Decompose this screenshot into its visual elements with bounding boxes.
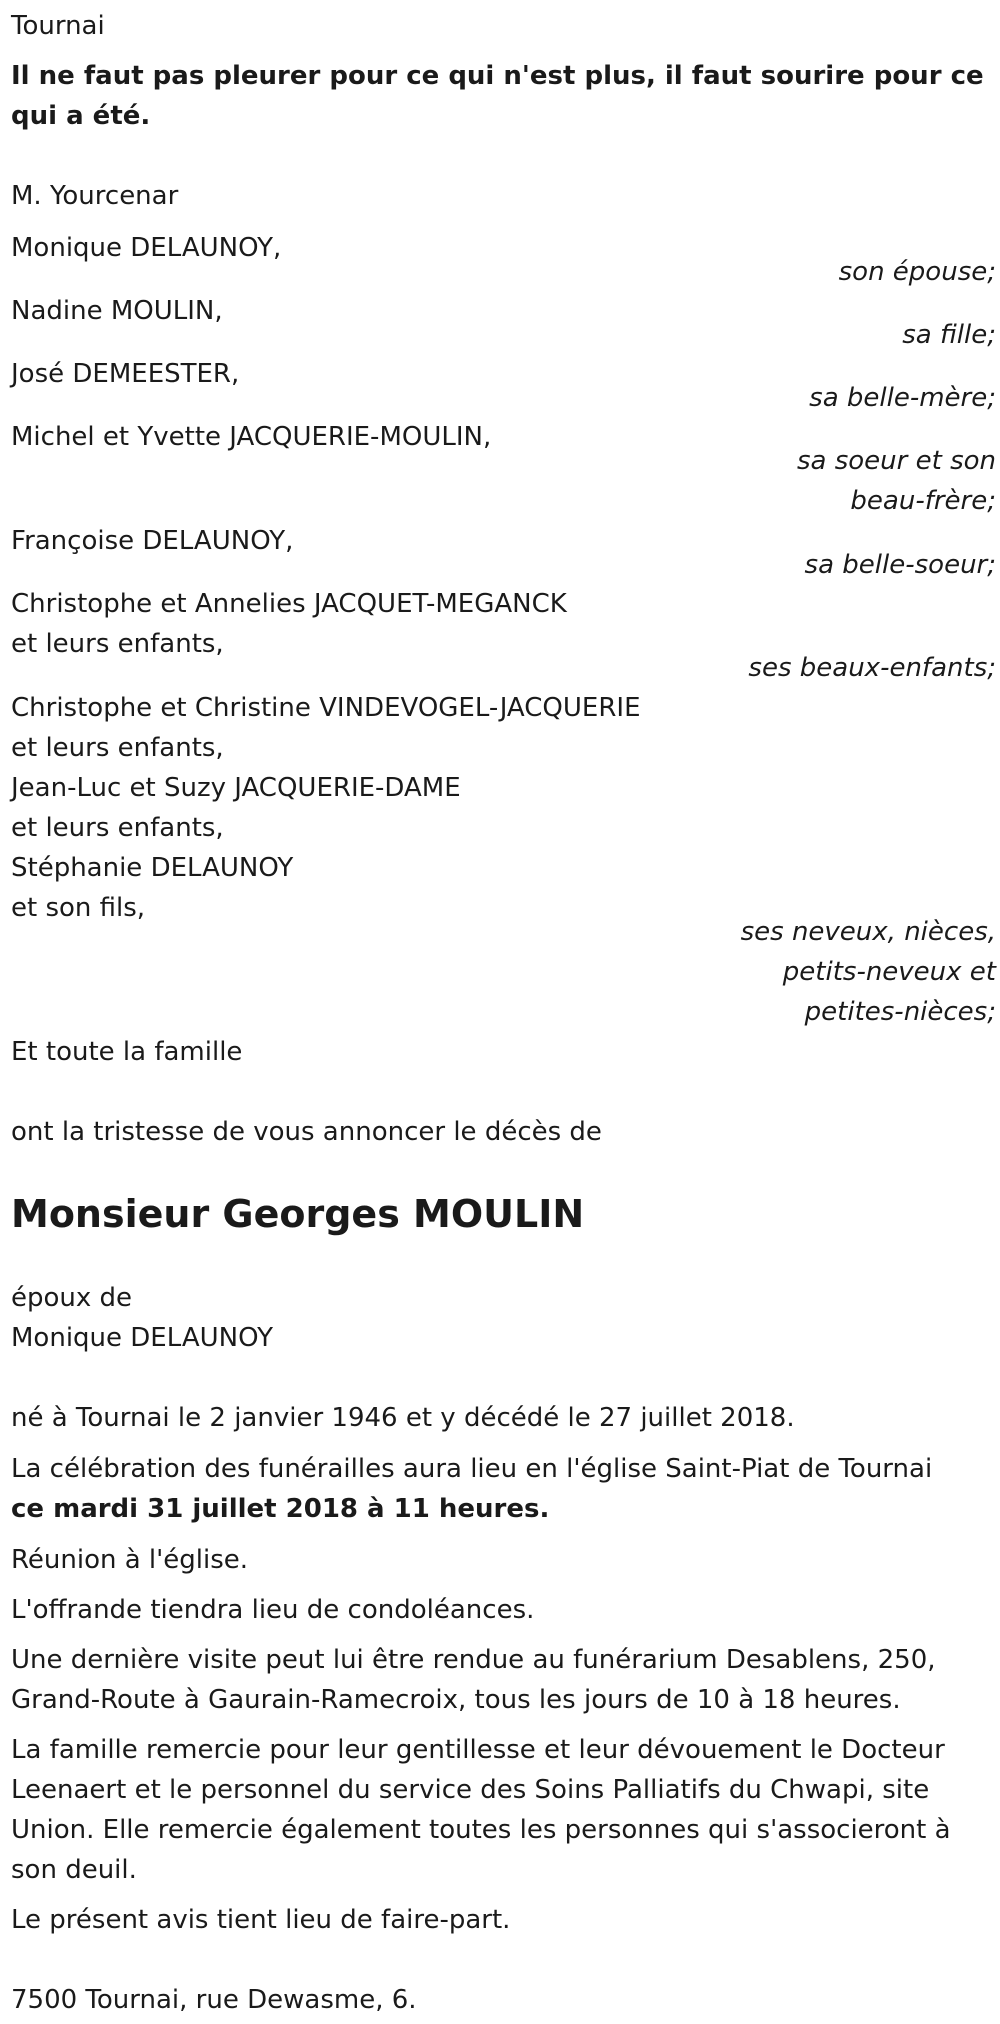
family-name: Jean-Luc et Suzy JACQUERIE-DAME	[11, 773, 461, 803]
family-name: Nadine MOULIN,	[11, 296, 223, 326]
notice: Le présent avis tient lieu de faire-part.	[11, 1905, 511, 1935]
family-relation: son épouse;	[838, 257, 996, 287]
quote-author: M. Yourcenar	[11, 181, 179, 211]
family-name: Stéphanie DELAUNOY	[11, 853, 294, 883]
family-relation: ses beaux-enfants;	[748, 653, 996, 683]
family-relation: sa belle-mère;	[809, 383, 996, 413]
family-name: Michel et Yvette JACQUERIE-MOULIN,	[11, 422, 492, 452]
family-relation: sa soeur et son	[796, 446, 996, 476]
thanks: La famille remercie pour leur gentillesse et leur dévouement le Docteur Leenaert et le personnel du service des Soins Palliatifs du Chwapi, site Union. Elle remercie également toutes les personnes qui s'associeront à son deuil.	[11, 1735, 951, 1885]
family-name: et leurs enfants,	[11, 733, 224, 763]
family-relation: petites-nièces;	[804, 997, 996, 1027]
family-name: José DEMEESTER,	[11, 359, 240, 389]
address: 7500 Tournai, rue Dewasme, 6.	[11, 1985, 417, 2015]
family-relation: beau-frère;	[850, 486, 996, 516]
family-name: Christophe et Christine VINDEVOGEL-JACQUERIE	[11, 693, 641, 723]
family-relation: ses neveux, nièces,	[740, 917, 996, 947]
location: Tournai	[11, 11, 105, 41]
family-relation: petits-neveux et	[782, 957, 996, 987]
family-name: et leurs enfants,	[11, 629, 224, 659]
meeting: Réunion à l'église.	[11, 1545, 249, 1575]
family-name: et leurs enfants,	[11, 813, 224, 843]
offering: L'offrande tiendra lieu de condoléances.	[11, 1595, 535, 1625]
quote: Il ne faut pas pleurer pour ce qui n'est plus, il faut sourire pour ce qui a été.	[11, 61, 984, 131]
spouse-label: époux de	[11, 1283, 133, 1313]
deceased-name: Monsieur Georges MOULIN	[11, 1192, 585, 1236]
family-relation: sa fille;	[902, 320, 996, 350]
family-relation: sa belle-soeur;	[804, 550, 996, 580]
family-name: et son fils,	[11, 893, 146, 923]
family-name: Monique DELAUNOY,	[11, 233, 282, 263]
announcement: ont la tristesse de vous annoncer le décès de	[11, 1117, 602, 1147]
funeral-text: La célébration des funérailles aura lieu en l'église Saint-Piat de Tournai	[11, 1454, 933, 1484]
spouse-name: Monique DELAUNOY	[11, 1323, 274, 1353]
birth-death: né à Tournai le 2 janvier 1946 et y décédé le 27 juillet 2018.	[11, 1403, 795, 1433]
funeral-date: ce mardi 31 juillet 2018 à 11 heures.	[11, 1494, 550, 1524]
family-name: Christophe et Annelies JACQUET-MEGANCK	[11, 589, 567, 619]
whole-family: Et toute la famille	[11, 1037, 243, 1067]
family-name: Françoise DELAUNOY,	[11, 526, 294, 556]
visit: Une dernière visite peut lui être rendue au funérarium Desablens, 250, Grand-Route à Gaurain-Ramecroix, tous les jours de 10 à 18 heures.	[11, 1645, 936, 1715]
